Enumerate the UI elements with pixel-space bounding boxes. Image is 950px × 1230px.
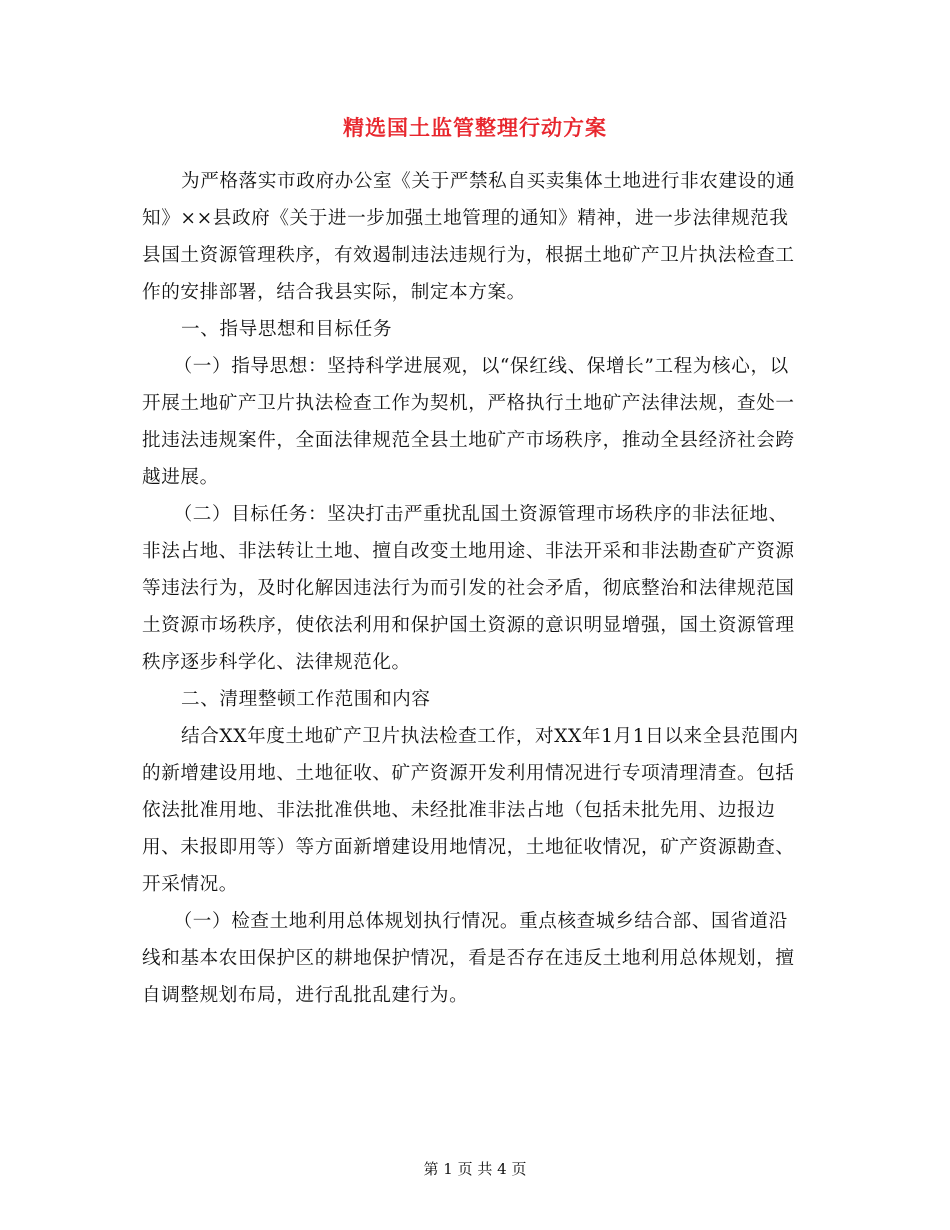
document-body [142,163,804,1014]
paragraph-scope: 结合XX年度土地矿产卫片执法检查工作，对XX年1月1日以来全县范围内的新增建设用地、土地征收、矿产资源开发利用情况进行专项清理清查。包括依法批准用地、非法批准供地、未经批准非法占地（包括未批先用、边报边用、未报即用等）等方面新增建设用地情况，土地征收情况，矿产资源勘查、开采情况。 [142,726,799,895]
paragraph-target-task: （二）目标任务：坚决打击严重扰乱国土资源管理市场秩序的非法征地、非法占地、非法转让土地、擅自改变土地用途、非法开采和非法勘查矿产资源等违法行为，及时化解因违法行为而引发的社会矛盾，彻底整治和法律规范国土资源市场秩序，使依法利用和保护国土资源的意识明显增强，国土资源管理秩序逐步科学化、法律规范化。 [142,504,795,673]
paragraph-guiding-thought: （一）指导思想：坚持科学进展观，以“保红线、保增长”工程为核心，以开展土地矿产卫片执法检查工作为契机，严格执行土地矿产法律法规，查处一批违法违规案件，全面法律规范全县土地矿产市场秩序，推动全县经济社会跨越进展。 [142,356,795,488]
paragraph-check-plan: （一）检查土地利用总体规划执行情况。重点核查城乡结合部、国省道沿线和基本农田保护区的耕地保护情况，看是否存在违反土地利用总体规划，擅自调整规划布局，进行乱批乱建行为。 [142,911,795,1006]
paragraph-intro: 为严格落实市政府办公室《关于严禁私自买卖集体土地进行非农建设的通知》××县政府《关于进一步加强土地管理的通知》精神，进一步法律规范我县国土资源管理秩序，有效遏制违法违规行为，根据土地矿产卫片执法检查工作的安排部署，结合我县实际，制定本方案。 [142,171,796,303]
section-heading-2: 二、清理整顿工作范围和内容 [181,689,431,710]
document-title: 精选国土监管整理行动方案 [343,115,607,140]
section-heading-1: 一、指导思想和目标任务 [181,319,393,340]
page-footer: 第 1 页 共 4 页 [423,1160,527,1178]
